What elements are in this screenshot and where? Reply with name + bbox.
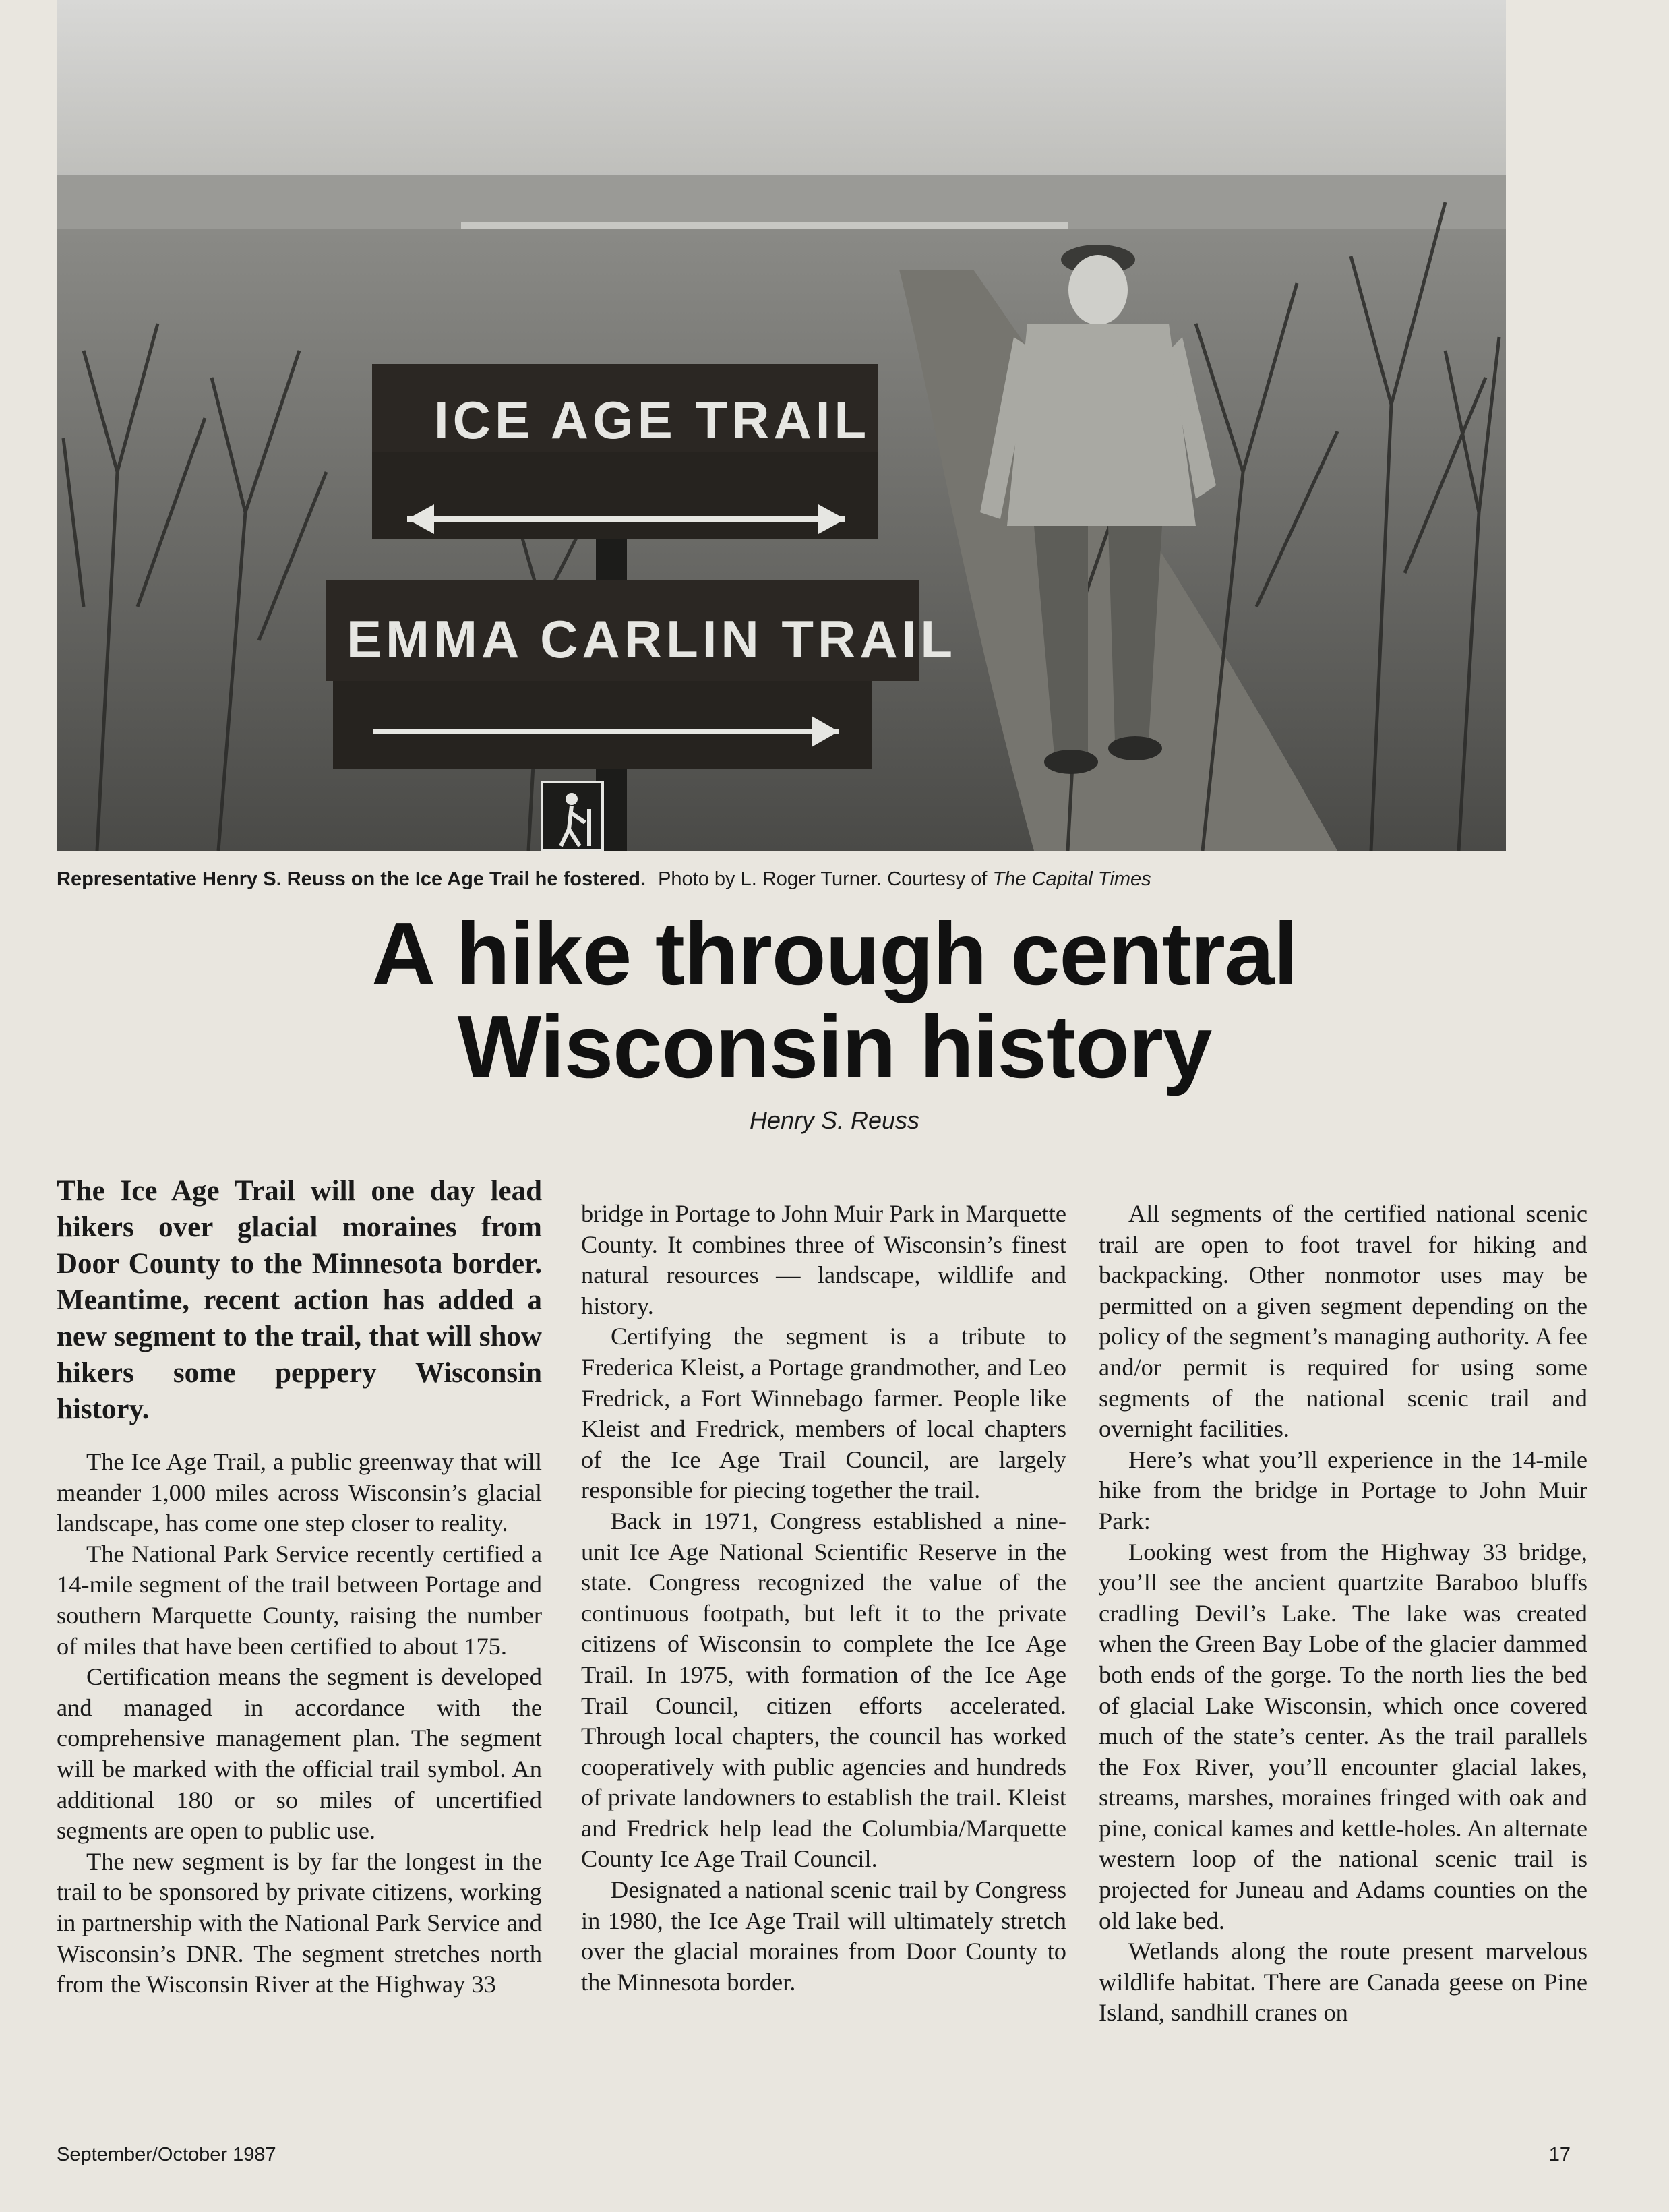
headline-line-2: Wisconsin history	[457, 997, 1212, 1096]
paragraph: All segments of the certified national scenic trail are open to foot travel for hiking and backpacking. Other nonmotor uses may be permitted on a given segment depending on the policy of the segment’s managing authority. A fee and/or permit is required for using some segments of the national scenic trail and overnight facilities.	[1099, 1200, 1587, 1443]
paragraph: Designated a national scenic trail by Congress in 1980, the Ice Age Trail will ultimately stretch over the glacial moraines from Door County to the Minnesota border.	[581, 1876, 1066, 1996]
caption-main: Representative Henry S. Reuss on the Ice Age Trail he fostered.	[57, 868, 646, 890]
paragraph: Here’s what you’ll experience in the 14-mile hike from the bridge in Portage to John Muir Park:	[1099, 1445, 1587, 1534]
paragraph: The Ice Age Trail, a public greenway that will meander 1,000 miles across Wisconsin’s glacial landscape, has come one step closer to reality.	[57, 1448, 542, 1537]
article-column-3	[1099, 1199, 1587, 2029]
trail-sign-top	[372, 364, 878, 539]
article-column-2	[581, 1199, 1066, 1998]
hero-photo	[57, 0, 1506, 851]
article-lead: The Ice Age Trail will one day lead hikers over glacial moraines from Door County to the Minnesota border. Meantime, recent action has added a new segment to the trail, that will show hikers some peppery Wisconsin history.	[57, 1175, 542, 1425]
paragraph: Wetlands along the route present marvelous wildlife habitat. There are Canada geese on Pine Island, sandhill cranes on	[1099, 1938, 1587, 2027]
paragraph: bridge in Portage to John Muir Park in Marquette County. It combines three of Wisconsin’s finest natural resources — landscape, wildlife and history.	[581, 1200, 1066, 1319]
issue-date: September/October 1987	[57, 2144, 276, 2165]
article-column-1	[57, 1173, 542, 2000]
paragraph: The new segment is by far the longest in the trail to be sponsored by private citizens, working in partnership with the National Park Service and Wisconsin’s DNR. The segment stretches north from the Wisconsin River at the Highway 33	[57, 1847, 542, 1998]
paragraph: Looking west from the Highway 33 bridge, you’ll see the ancient quartzite Baraboo bluffs cradling Devil’s Lake. The lake was created when the Green Bay Lobe of the glacier dammed both ends of the gorge. To the north lies the bed of glacial Lake Wisconsin, which once covered much of the state’s center. As the trail parallels the Fox River, you’ll encounter glacial lakes, streams, marshes, moraines fringed with oak and pine, conical kames and kettle-holes. An alternate western loop of the national scenic trail is projected for Juneau and Adams counties on the old lake bed.	[1099, 1538, 1587, 1934]
paragraph: Certification means the segment is developed and managed in accordance with the comprehensive management plan. The segment will be marked with the official trail symbol. An additional 180 or so miles of uncertified segments are open to public use.	[57, 1663, 542, 1845]
article-headline	[0, 904, 1669, 1096]
paragraph: Certifying the segment is a tribute to Frederica Kleist, a Portage grandmother, and Leo Fredrick, a Fort Winnebago farmer. People like Kleist and Fredrick, members of local chapters of the Ice Age Trail Council, are largely responsible for piecing together the trail.	[581, 1323, 1066, 1504]
paragraph: Back in 1971, Congress established a nine-unit Ice Age National Scientific Reserve in the state. Congress recognized the value of the continuous footpath, but left it to the private citizens of Wisconsin to complete the Ice Age Trail. In 1975, with formation of the Ice Age Trail Council, citizen efforts accelerated. Through local chapters, the council has worked cooperatively with public agencies and hundreds of private landowners to establish the trail. Kleist and Fredrick help lead the Columbia/Marquette County Ice Age Trail Council.	[581, 1507, 1066, 1873]
caption-credit: Photo by L. Roger Turner. Courtesy of	[658, 868, 988, 890]
trail-sign-bottom	[326, 580, 957, 769]
photo-caption	[57, 866, 1506, 893]
sign-bottom-label: EMMA CARLIN TRAIL	[346, 609, 957, 669]
page-number: 17	[1548, 2144, 1571, 2165]
headline-line-1: A hike through central	[371, 904, 1298, 1003]
article-byline: Henry S. Reuss	[749, 1106, 920, 1134]
sign-top-label: ICE AGE TRAIL	[434, 390, 871, 450]
paragraph: The National Park Service recently certified a 14-mile segment of the trail between Portage and southern Marquette County, raising the number of miles that have been certified to about 175.	[57, 1540, 542, 1660]
trail-photo-illustration	[57, 0, 1506, 851]
caption-source: The Capital Times	[992, 868, 1151, 890]
hiker-symbol-icon	[542, 782, 603, 851]
